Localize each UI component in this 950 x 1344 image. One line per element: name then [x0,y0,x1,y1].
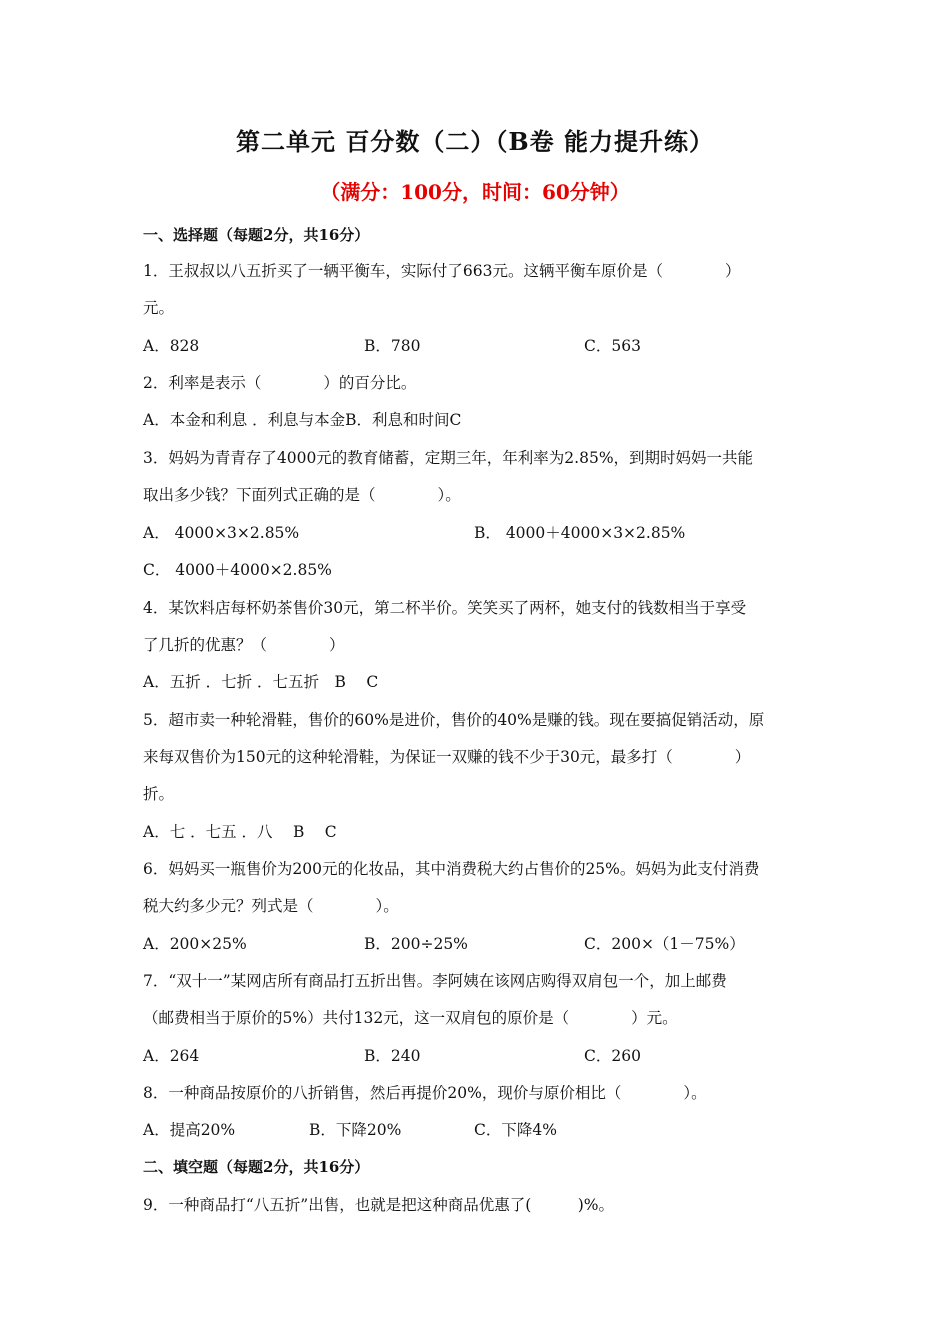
page-subtitle: （满分：100分，时间：60分钟） [320,180,630,204]
question-5-continued-2: 折。 [143,785,175,803]
question-4: 4．某饮料店每杯奶茶售价30元，第二杯半价。笑笑买了两杯，她支付的钱数相当于享受 [143,599,747,617]
q2-options: A．本金和利息 ．利息与本金B．利息和时间C [143,411,462,429]
question-3-continued: 取出多少钱？下面列式正确的是（ ）。 [143,486,461,504]
question-2: 2．利率是表示（ ）的百分比。 [143,374,417,392]
q6-option-c: C．200×（1－75%） [584,935,745,953]
question-8: 8．一种商品按原价的八折销售，然后再提价20%，现价与原价相比（ ）。 [143,1084,707,1102]
q6-option-b: B．200÷25% [364,935,468,953]
q3-option-a: A． 4000×3×2.85% [143,524,300,542]
q8-option-b: B．下降20% [309,1121,402,1139]
q1-option-c: C．563 [584,337,641,355]
q1-option-b: B．780 [364,337,421,355]
question-7-continued: （邮费相当于原价的5%）共付132元，这一双肩包的原价是（ ）元。 [143,1009,678,1027]
section-heading-fill: 二、填空题（每题2分，共16分） [143,1158,370,1176]
q1-option-a: A．828 [143,337,200,355]
q7-option-a: A．264 [143,1047,200,1065]
section-heading-choice: 一、选择题（每题2分，共16分） [143,226,370,244]
question-6-continued: 税大约多少元？列式是（ ）。 [143,897,399,915]
question-3: 3．妈妈为青青存了4000元的教育储蓄，定期三年，年利率为2.85%，到期时妈妈一共能 [143,449,754,467]
q8-option-a: A．提高20% [143,1121,236,1139]
question-5: 5．超市卖一种轮滑鞋，售价的60%是进价，售价的40%是赚的钱。现在要搞促销活动，原 [143,711,765,729]
q3-option-b: B． 4000＋4000×3×2.85% [474,524,686,542]
q3-option-c: C． 4000＋4000×2.85% [143,561,332,579]
question-1-continued: 元。 [143,299,175,317]
question-1: 1．王叔叔以八五折买了一辆平衡车，实际付了663元。这辆平衡车原价是（ ） [143,262,741,280]
q5-options: A．七 ．七五 ．八 B C [143,823,337,841]
question-9: 9．一种商品打“八五折”出售，也就是把这种商品优惠了( )%。 [143,1196,615,1214]
question-7: 7．“双十一”某网店所有商品打五折出售。李阿姨在该网店购得双肩包一个，加上邮费 [143,972,727,990]
question-4-continued: 了几折的优惠？（ ） [143,636,345,654]
q4-options: A．五折 ．七折 ．七五折 B C [143,673,379,691]
q7-option-b: B．240 [364,1047,421,1065]
question-5-continued: 来每双售价为150元的这种轮滑鞋，为保证一双赚的钱不少于30元，最多打（ ） [143,748,751,766]
q7-option-c: C．260 [584,1047,641,1065]
page-title: 第二单元 百分数（二）（B卷 能力提升练） [236,127,714,156]
question-6: 6．妈妈买一瓶售价为200元的化妆品，其中消费税大约占售价的25%。妈妈为此支付消费 [143,860,760,878]
q6-option-a: A．200×25% [143,935,247,953]
q8-option-c: C．下降4% [474,1121,557,1139]
